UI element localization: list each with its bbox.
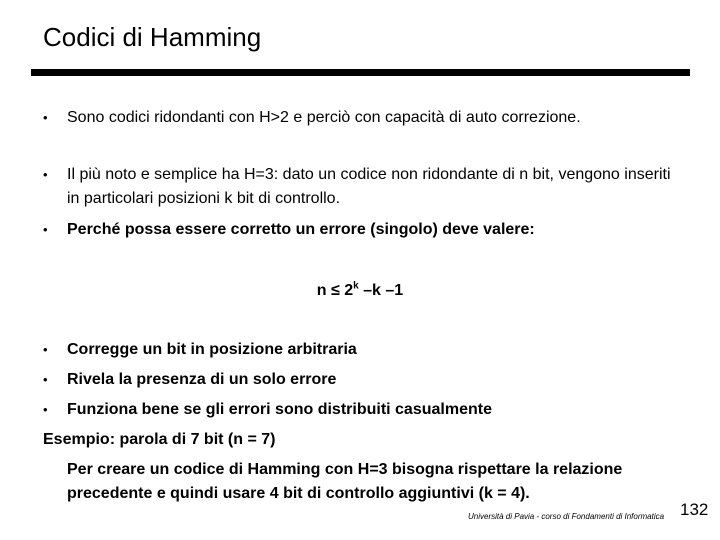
bullet-marker: • (43, 402, 48, 417)
bullet-text: Funziona bene se gli errori sono distribuiti casualmente (67, 401, 492, 418)
formula (0, 279, 720, 303)
bullet-text: Rivela la presenza di un solo errore (67, 371, 337, 388)
formula-lhs: n ≤ 2 (316, 282, 354, 299)
title-divider (31, 69, 690, 76)
bullet-marker: • (43, 222, 48, 237)
bullet-item (43, 368, 683, 392)
bullet-text: Sono codici ridondanti con H>2 e perciò con capacità di auto correzione. (67, 109, 581, 126)
bullet-item (43, 338, 683, 362)
bullet-marker: • (43, 372, 48, 387)
bullet-marker: • (43, 110, 48, 125)
bullet-marker: • (43, 342, 48, 357)
slide-footer: Università di Pavia - corso di Fondamenti di Informatica (468, 512, 665, 521)
bullet-item (43, 106, 683, 130)
page-number: 132 (680, 500, 709, 519)
slide-title: Codici di Hamming (43, 22, 262, 52)
bullet-marker: • (43, 167, 48, 182)
example-text: Per creare un codice di Hamming con H=3 bisogna rispettare la relazione precedente e quindi usare 4 bit di controllo aggiuntivi (k = 4). (67, 461, 623, 502)
formula-rhs: –k –1 (358, 282, 404, 299)
bullet-text: Corregge un bit in posizione arbitraria (67, 341, 357, 358)
bullet-item (43, 163, 683, 211)
bullet-text: Il più noto e semplice ha H=3: dato un codice non ridondante di n bit, vengono inseriti in particolari posizioni k bit di controllo. (67, 166, 671, 207)
formula-exponent: k (353, 280, 359, 292)
example-heading: Esempio: parola di 7 bit (n = 7) (43, 431, 276, 448)
bullet-text: Perché possa essere corretto un errore (singolo) deve valere: (67, 221, 535, 238)
bullet-item (43, 218, 683, 242)
bullet-item (43, 398, 683, 422)
